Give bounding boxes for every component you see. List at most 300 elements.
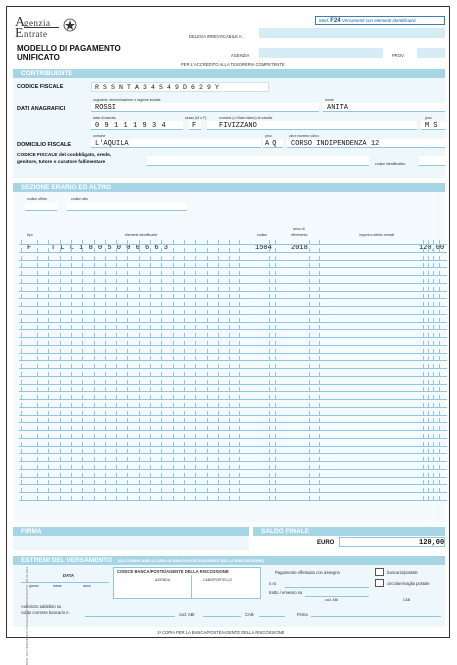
row-cell-divider (195, 256, 196, 261)
row-cell-divider (21, 263, 22, 268)
row-cell-divider (195, 271, 196, 276)
row-cell-divider (82, 248, 83, 253)
row-cell-divider (37, 449, 38, 454)
row-cell-divider (60, 364, 61, 369)
row-cell-divider (433, 294, 434, 299)
row-cell-divider (48, 364, 49, 369)
bancario-checkbox[interactable] (375, 568, 384, 576)
tratto-field[interactable] (305, 596, 369, 597)
prov-domicilio-label: prov. (265, 134, 273, 138)
row-cell-divider (433, 380, 434, 385)
erario-row[interactable] (19, 316, 447, 323)
row-cell-divider (423, 442, 424, 447)
row-cell-divider (275, 364, 276, 369)
prov-header-field[interactable] (417, 48, 445, 58)
erario-row[interactable] (19, 494, 447, 501)
row-cell-divider (229, 364, 230, 369)
row-cell-divider (161, 333, 162, 338)
row-cell-divider (105, 426, 106, 431)
erario-row[interactable] (19, 354, 447, 361)
row-cell-divider (48, 263, 49, 268)
row-cell-divider (161, 426, 162, 431)
row-cell-divider (423, 380, 424, 385)
row-cell-divider (60, 411, 61, 416)
row-cell-divider (161, 248, 162, 253)
row-cell-divider (309, 449, 310, 454)
row-cell-divider (127, 356, 128, 361)
cognome-value: ROSSI (95, 104, 117, 112)
row-cell-divider (319, 442, 320, 447)
row-cell-divider (21, 341, 22, 346)
erario-row[interactable] (19, 246, 447, 253)
row-cell-divider (82, 287, 83, 292)
row-cell-divider (60, 488, 61, 493)
row-cell-divider (48, 449, 49, 454)
row-cell-divider (319, 457, 320, 462)
logo-text-top: genzia (24, 18, 51, 28)
codice-atto-field[interactable] (67, 203, 187, 211)
erario-row[interactable] (19, 416, 447, 423)
row-cell-divider (433, 341, 434, 346)
row-cell-divider (239, 380, 240, 385)
erario-row[interactable] (19, 409, 447, 416)
erario-row[interactable] (19, 401, 447, 408)
row-cell-divider (207, 318, 208, 323)
row-cell-divider (116, 341, 117, 346)
row-cell-divider (105, 411, 106, 416)
row-cell-divider (439, 496, 440, 501)
row-cell-divider (71, 302, 72, 307)
row-cell-divider (37, 325, 38, 330)
row-cell-divider (139, 473, 140, 478)
row-cell-divider (439, 473, 440, 478)
row-cell-divider (71, 279, 72, 284)
row-cell-divider (195, 496, 196, 501)
row-cell-divider (309, 364, 310, 369)
bancario-label: bancario/postale (387, 570, 418, 575)
row-cell-divider (218, 318, 219, 323)
mese-label: mese (53, 584, 62, 588)
row-cell-divider (116, 325, 117, 330)
row-cell-divider (94, 457, 95, 462)
row-cell-divider (229, 395, 230, 400)
codice-ufficio-field[interactable] (25, 203, 57, 211)
erario-row[interactable] (19, 463, 447, 470)
row-cell-divider (71, 356, 72, 361)
row-cell-divider (37, 302, 38, 307)
row-cell-divider (37, 333, 38, 338)
row-cell-divider (275, 341, 276, 346)
erario-row[interactable] (19, 347, 447, 354)
erario-row[interactable] (19, 424, 447, 431)
erario-row[interactable] (19, 285, 447, 292)
erario-row[interactable] (19, 478, 447, 485)
row-cell-divider (423, 294, 424, 299)
row-cell-divider (218, 356, 219, 361)
row-cell-divider (105, 496, 106, 501)
row-cell-divider (71, 349, 72, 354)
row-cell-divider (207, 449, 208, 454)
erario-row[interactable] (19, 323, 447, 330)
coobbligato-label-2: genitore, tutore o curatore fallimentare (17, 160, 106, 165)
row-1-elementi: TLL1805000663 (51, 244, 174, 252)
row-cell-divider (94, 302, 95, 307)
cod-abi-field[interactable] (203, 616, 241, 617)
row-cell-divider (275, 287, 276, 292)
row-cell-divider (229, 480, 230, 485)
erario-row[interactable] (19, 308, 447, 315)
row-cell-divider (150, 325, 151, 330)
row-cell-divider (195, 279, 196, 284)
erario-row[interactable] (19, 385, 447, 392)
row-cell-divider (207, 294, 208, 299)
anno-versamento-label: anno (83, 584, 91, 588)
row-cell-divider (309, 302, 310, 307)
row-cell-divider (116, 279, 117, 284)
erario-row[interactable] (19, 238, 447, 245)
row-cell-divider (195, 473, 196, 478)
row-cell-divider (139, 465, 140, 470)
row-cell-divider (423, 403, 424, 408)
row-cell-divider (37, 256, 38, 261)
row-cell-divider (60, 263, 61, 268)
row-cell-divider (37, 473, 38, 478)
firma-field[interactable] (13, 536, 249, 550)
anno-label-2: riferimento (291, 233, 308, 237)
row-cell-divider (423, 496, 424, 501)
row-cell-divider (275, 395, 276, 400)
row-cell-divider (105, 271, 106, 276)
row-cell-divider (184, 325, 185, 330)
row-cell-divider (94, 240, 95, 245)
row-cell-divider (269, 457, 270, 462)
row-cell-divider (309, 356, 310, 361)
row-cell-divider (239, 356, 240, 361)
row-cell-divider (195, 488, 196, 493)
row-cell-divider (195, 372, 196, 377)
erario-row[interactable] (19, 254, 447, 261)
logo-letter-a: A (15, 15, 26, 30)
row-cell-divider (423, 473, 424, 478)
row-cell-divider (71, 411, 72, 416)
row-cell-divider (275, 325, 276, 330)
row-cell-divider (60, 271, 61, 276)
codice-identificativo-field[interactable] (419, 156, 445, 166)
row-cell-divider (428, 318, 429, 323)
row-cell-divider (218, 418, 219, 423)
row-cell-divider (60, 372, 61, 377)
row-cell-divider (105, 287, 106, 292)
row-cell-divider (127, 465, 128, 470)
row-cell-divider (60, 279, 61, 284)
row-cell-divider (82, 442, 83, 447)
row-cell-divider (269, 434, 270, 439)
row-cell-divider (184, 341, 185, 346)
row-cell-divider (439, 442, 440, 447)
row-cell-divider (309, 318, 310, 323)
n-ro-field[interactable] (285, 587, 369, 588)
row-cell-divider (439, 256, 440, 261)
cab-bottom-label: CAB (245, 612, 254, 617)
row-cell-divider (218, 256, 219, 261)
erario-row[interactable] (19, 292, 447, 299)
erario-row[interactable] (19, 339, 447, 346)
row-cell-divider (127, 240, 128, 245)
row-cell-divider (229, 248, 230, 253)
row-cell-divider (269, 302, 270, 307)
row-cell-divider (127, 403, 128, 408)
row-cell-divider (48, 372, 49, 377)
row-cell-divider (195, 333, 196, 338)
row-cell-divider (37, 387, 38, 392)
row-cell-divider (116, 387, 117, 392)
row-cell-divider (82, 403, 83, 408)
row-cell-divider (269, 372, 270, 377)
elementi-identificativi-label: elementi identificativi (125, 233, 158, 237)
row-cell-divider (150, 256, 151, 261)
row-cell-divider (21, 279, 22, 284)
row-cell-divider (319, 387, 320, 392)
row-cell-divider (423, 318, 424, 323)
coobbligato-cf-field[interactable] (147, 156, 369, 166)
erario-row[interactable] (19, 432, 447, 439)
erario-row[interactable] (19, 300, 447, 307)
row-cell-divider (428, 434, 429, 439)
erario-row[interactable] (19, 447, 447, 454)
agenzia-label: AGENZIA (231, 53, 250, 58)
erario-row[interactable] (19, 440, 447, 447)
row-cell-divider (116, 256, 117, 261)
row-cell-divider (21, 442, 22, 447)
row-cell-divider (150, 380, 151, 385)
row-cell-divider (71, 294, 72, 299)
row-cell-divider (105, 403, 106, 408)
row-cell-divider (139, 403, 140, 408)
erario-row[interactable] (19, 277, 447, 284)
row-cell-divider (48, 411, 49, 416)
row-cell-divider (48, 418, 49, 423)
row-cell-divider (173, 473, 174, 478)
row-cell-divider (71, 488, 72, 493)
row-cell-divider (150, 496, 151, 501)
logo-underline (24, 27, 59, 28)
row-cell-divider (71, 325, 72, 330)
row-cell-divider (428, 240, 429, 245)
row-cell-divider (195, 318, 196, 323)
f24-form (6, 6, 450, 665)
row-cell-divider (150, 364, 151, 369)
row-cell-divider (116, 411, 117, 416)
row-cell-divider (21, 302, 22, 307)
row-cell-divider (37, 442, 38, 447)
erario-row[interactable] (19, 362, 447, 369)
row-cell-divider (139, 426, 140, 431)
row-cell-divider (71, 395, 72, 400)
row-cell-divider (269, 263, 270, 268)
row-cell-divider (433, 473, 434, 478)
row-cell-divider (319, 248, 320, 253)
row-cell-divider (48, 395, 49, 400)
cab-label: CAB (403, 598, 411, 602)
cab-field[interactable] (259, 616, 285, 617)
row-cell-divider (37, 496, 38, 501)
row-cell-divider (439, 310, 440, 315)
row-cell-divider (428, 263, 429, 268)
contribuente-section-header: CONTRIBUENTE (13, 69, 445, 78)
row-cell-divider (239, 372, 240, 377)
row-cell-divider (423, 411, 424, 416)
row-cell-divider (173, 418, 174, 423)
row-cell-divider (423, 372, 424, 377)
row-cell-divider (184, 349, 185, 354)
row-cell-divider (127, 418, 128, 423)
row-cell-divider (21, 372, 22, 377)
agenzia-field[interactable] (259, 48, 383, 58)
row-cell-divider (207, 356, 208, 361)
row-cell-divider (21, 364, 22, 369)
row-cell-divider (127, 318, 128, 323)
row-cell-divider (21, 457, 22, 462)
row-cell-divider (116, 333, 117, 338)
erario-row[interactable] (19, 486, 447, 493)
row-cell-divider (229, 325, 230, 330)
erario-row[interactable] (19, 269, 447, 276)
row-cell-divider (309, 271, 310, 276)
row-cell-divider (239, 387, 240, 392)
row-cell-divider (423, 364, 424, 369)
row-cell-divider (439, 263, 440, 268)
row-cell-divider (433, 318, 434, 323)
row-cell-divider (173, 411, 174, 416)
giorno-label: giorno (29, 584, 39, 588)
row-cell-divider (275, 333, 276, 338)
row-cell-divider (173, 318, 174, 323)
row-cell-divider (127, 387, 128, 392)
row-cell-divider (433, 411, 434, 416)
erario-row[interactable] (19, 378, 447, 385)
row-cell-divider (269, 240, 270, 245)
row-cell-divider (218, 279, 219, 284)
row-cell-divider (184, 310, 185, 315)
row-cell-divider (195, 387, 196, 392)
firma-bottom-field[interactable] (311, 616, 441, 617)
row-cell-divider (184, 426, 185, 431)
row-cell-divider (139, 496, 140, 501)
row-cell-divider (150, 333, 151, 338)
versamento-section-header (13, 556, 445, 565)
row-cell-divider (319, 449, 320, 454)
row-cell-divider (195, 356, 196, 361)
row-cell-divider (127, 395, 128, 400)
erario-row[interactable] (19, 393, 447, 400)
row-cell-divider (433, 256, 434, 261)
row-cell-divider (139, 333, 140, 338)
row-cell-divider (428, 473, 429, 478)
row-cell-divider (207, 302, 208, 307)
row-cell-divider (423, 480, 424, 485)
row-cell-divider (161, 364, 162, 369)
row-cell-divider (161, 465, 162, 470)
row-cell-divider (207, 434, 208, 439)
erario-row[interactable] (19, 370, 447, 377)
row-cell-divider (48, 473, 49, 478)
row-cell-divider (218, 395, 219, 400)
row-cell-divider (239, 403, 240, 408)
delega-field[interactable] (259, 28, 445, 38)
cognome-field[interactable] (91, 103, 319, 112)
row-cell-divider (269, 442, 270, 447)
row-cell-divider (48, 240, 49, 245)
row-cell-divider (218, 387, 219, 392)
row-cell-divider (94, 356, 95, 361)
codice-label: codice (257, 233, 268, 237)
erario-row[interactable] (19, 455, 447, 462)
row-cell-divider (239, 294, 240, 299)
row-cell-divider (150, 248, 151, 253)
circolare-checkbox[interactable] (375, 579, 384, 587)
row-cell-divider (150, 449, 151, 454)
conto-corrente-field[interactable] (85, 616, 175, 617)
row-cell-divider (71, 341, 72, 346)
row-cell-divider (37, 434, 38, 439)
row-cell-divider (269, 310, 270, 315)
row-cell-divider (150, 473, 151, 478)
row-cell-divider (139, 318, 140, 323)
row-cell-divider (48, 341, 49, 346)
row-cell-divider (428, 395, 429, 400)
row-cell-divider (433, 449, 434, 454)
row-cell-divider (60, 325, 61, 330)
erario-row[interactable] (19, 331, 447, 338)
row-cell-divider (60, 449, 61, 454)
comune-value: L'AQUILA (95, 140, 129, 148)
erario-row[interactable] (19, 261, 447, 268)
row-cell-divider (319, 349, 320, 354)
row-cell-divider (269, 496, 270, 501)
row-cell-divider (60, 287, 61, 292)
row-cell-divider (71, 496, 72, 501)
row-cell-divider (239, 411, 240, 416)
row-cell-divider (423, 434, 424, 439)
row-cell-divider (275, 496, 276, 501)
row-cell-divider (21, 256, 22, 261)
erario-row[interactable] (19, 471, 447, 478)
row-cell-divider (21, 325, 22, 330)
row-cell-divider (127, 480, 128, 485)
row-cell-divider (428, 480, 429, 485)
row-cell-divider (275, 356, 276, 361)
row-cell-divider (150, 271, 151, 276)
codice-identificativo-label: codice identificativo (375, 162, 406, 166)
row-cell-divider (195, 442, 196, 447)
row-cell-divider (60, 465, 61, 470)
saldo-section-header: SALDO FINALE (253, 527, 445, 536)
row-cell-divider (275, 387, 276, 392)
row-cell-divider (173, 403, 174, 408)
row-cell-divider (150, 356, 151, 361)
row-cell-divider (173, 310, 174, 315)
row-cell-divider (127, 364, 128, 369)
row-cell-divider (105, 387, 106, 392)
row-cell-divider (423, 248, 424, 253)
row-cell-divider (94, 333, 95, 338)
row-cell-divider (218, 240, 219, 245)
row-cell-divider (184, 449, 185, 454)
row-cell-divider (116, 395, 117, 400)
row-cell-divider (48, 356, 49, 361)
row-cell-divider (319, 333, 320, 338)
row-cell-divider (319, 488, 320, 493)
